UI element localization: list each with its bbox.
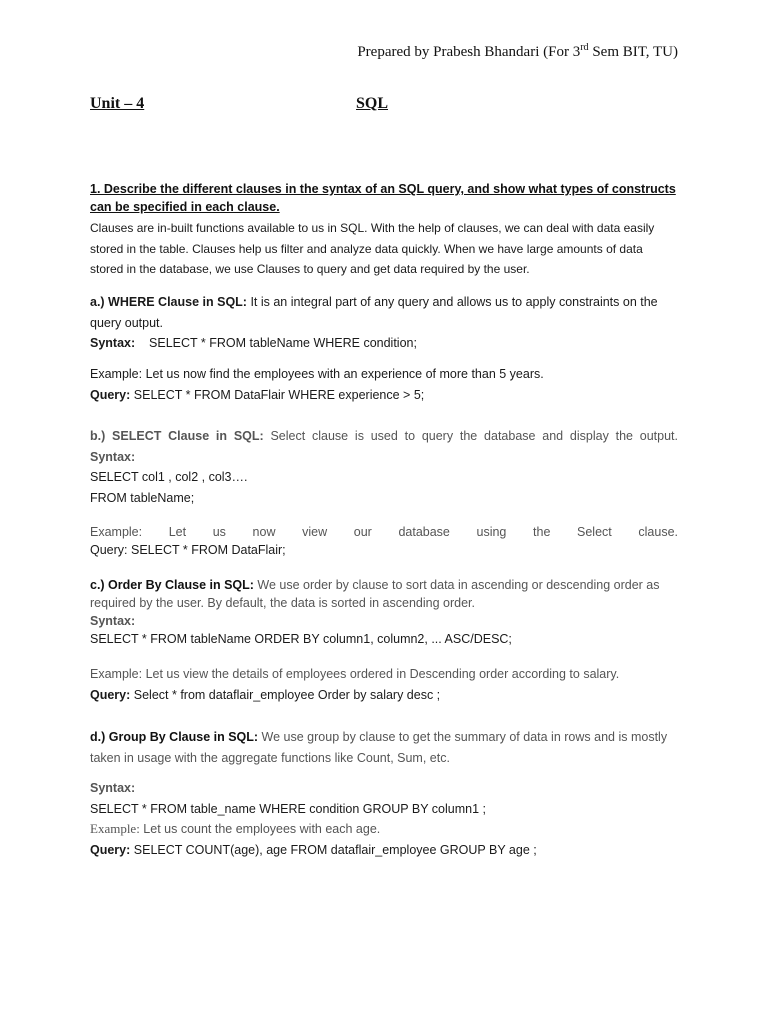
groupby-heading: d.) Group By Clause in SQL:	[90, 730, 259, 744]
question-title: 1. Describe the different clauses in the syntax of an SQL query, and show what types of constructs can be specified in each clause.	[90, 182, 676, 214]
groupby-query-label: Query:	[90, 842, 131, 857]
select-description	[90, 426, 678, 447]
groupby-syntax: SELECT * FROM table_name WHERE condition GROUP BY column1 ;	[90, 801, 486, 816]
orderby-section	[90, 576, 678, 648]
orderby-syntax-label: Syntax:	[90, 614, 136, 628]
groupby-query	[90, 840, 678, 861]
groupby-syntax-block	[90, 778, 678, 860]
where-desc-text: It is an integral part of any query and allows us to apply constraints on the query output.	[90, 295, 658, 330]
where-syntax	[90, 333, 678, 354]
select-syntax-line1: SELECT col1 , col2 , col3….	[90, 470, 248, 484]
select-example-block	[90, 523, 678, 559]
orderby-example: Example: Let us view the details of employees ordered in Descending order according to salary.	[90, 667, 620, 681]
groupby-description	[90, 727, 678, 768]
orderby-query-code: Select * from dataflair_employee Order by salary desc ;	[130, 687, 441, 702]
groupby-syntax-label: Syntax:	[90, 781, 136, 795]
select-query: Query: SELECT * FROM DataFlair;	[90, 543, 286, 557]
orderby-heading: c.) Order By Clause in SQL:	[90, 578, 254, 592]
intro-paragraph: Clauses are in-built functions available to us in SQL. With the help of clauses, we can deal with data easily stored in the table. Clauses help us filter and analyze data quickly. When we have large amounts of data stored in the database, we use Clauses to query and get data required by the user.	[90, 221, 655, 276]
groupby-example-text: Let us count the employees with each age.	[139, 822, 381, 836]
topic-heading: SQL	[356, 95, 389, 112]
groupby-example	[90, 819, 678, 840]
orderby-example-block	[90, 664, 678, 705]
orderby-syntax: SELECT * FROM tableName ORDER BY column1, column2, ... ASC/DESC;	[90, 632, 512, 646]
orderby-description	[90, 576, 678, 612]
where-section	[90, 292, 678, 354]
select-syntax-label: Syntax:	[90, 449, 136, 464]
where-query	[90, 385, 678, 406]
select-syntax-line2: FROM tableName;	[90, 490, 195, 505]
groupby-section	[90, 727, 678, 768]
select-heading: b.) SELECT Clause in SQL:	[90, 429, 264, 443]
where-example-block	[90, 364, 678, 405]
page-header	[357, 44, 678, 61]
orderby-desc-text: We use order by clause to sort data in ascending or descending order as required by the user. By default, the data is sorted in ascending order.	[90, 578, 660, 610]
orderby-query	[90, 685, 678, 706]
select-desc-text: Select clause is used to query the database and display the output.	[263, 429, 678, 443]
unit-heading: Unit – 4	[90, 95, 145, 112]
where-example: Example: Let us now find the employees with an experience of more than 5 years.	[90, 367, 544, 381]
where-description	[90, 292, 678, 333]
where-heading: a.) WHERE Clause in SQL:	[90, 295, 247, 309]
groupby-desc-text: We use group by clause to get the summary of data in rows and is mostly taken in usage with the aggregate functions like Count, Sum, etc.	[90, 730, 668, 765]
header-suffix: Sem BIT, TU)	[588, 44, 678, 60]
where-syntax-code: SELECT * FROM tableName WHERE condition;	[135, 336, 417, 350]
header-superscript: rd	[580, 42, 589, 53]
where-query-code: SELECT * FROM DataFlair WHERE experience > 5;	[130, 387, 425, 402]
groupby-example-label: Example:	[90, 821, 140, 836]
orderby-query-label: Query:	[90, 687, 131, 702]
where-query-label: Query:	[90, 387, 131, 402]
groupby-query-code: SELECT COUNT(age), age FROM dataflair_employee GROUP BY age ;	[130, 842, 537, 857]
select-example: Example: Let us now view our database using the Select clause.	[90, 525, 678, 539]
select-section	[90, 426, 678, 508]
header-prefix: Prepared by Prabesh Bhandari (For 3	[357, 44, 581, 60]
where-syntax-label: Syntax:	[90, 336, 136, 350]
